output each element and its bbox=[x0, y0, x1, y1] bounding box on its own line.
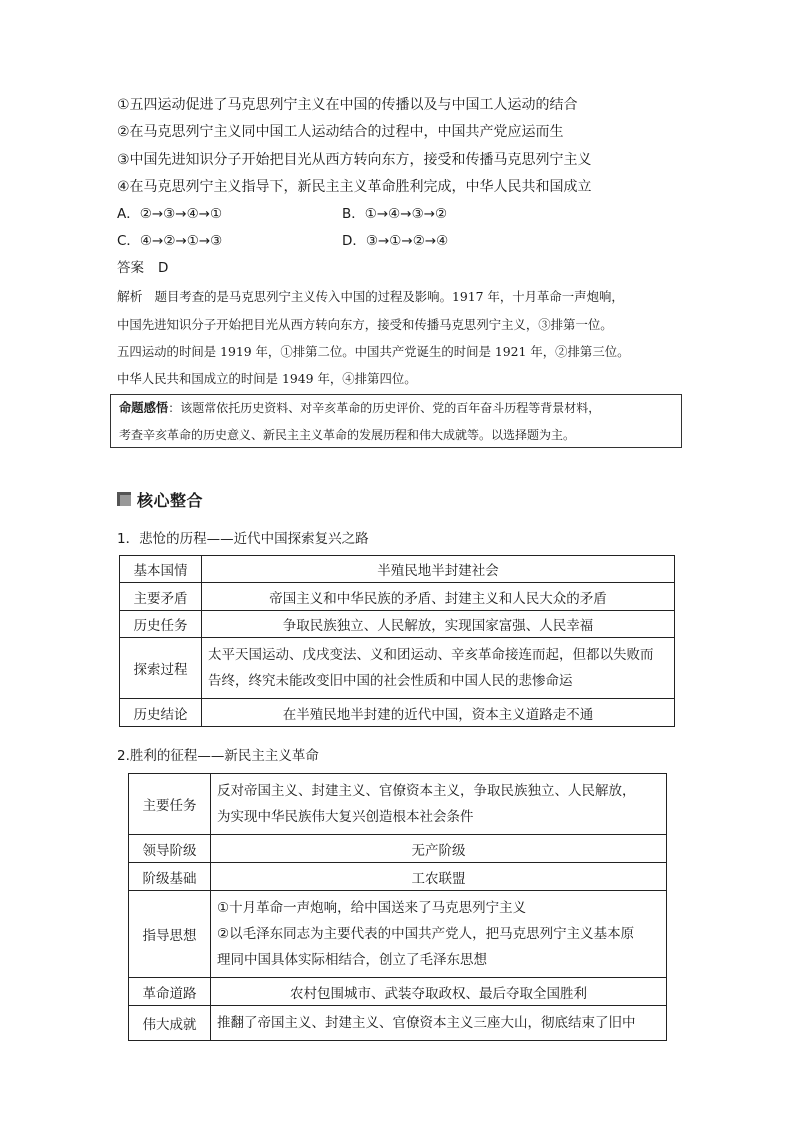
answer-value: D bbox=[158, 260, 169, 276]
row-value bbox=[202, 583, 675, 611]
analysis-label: 解析 bbox=[117, 290, 143, 305]
row-value bbox=[202, 638, 675, 699]
row-value bbox=[202, 556, 675, 583]
row-value-line: 太平天国运动、戊戌变法、义和团运动、辛亥革命接连而起，但都以失败而 bbox=[208, 647, 654, 663]
row-value-line: 为实现中华民族伟大复兴创造根本社会条件 bbox=[217, 809, 474, 825]
row-key: 伟大成就 bbox=[129, 1006, 211, 1041]
row-key: 领导阶级 bbox=[129, 835, 211, 863]
insight-box bbox=[110, 394, 682, 448]
table2-heading: 2.胜利的征程——新民主主义革命 bbox=[117, 748, 319, 764]
table1-body bbox=[120, 556, 675, 727]
row-value bbox=[202, 611, 675, 638]
analysis-line-1 bbox=[117, 283, 683, 311]
row-value bbox=[202, 699, 675, 727]
row-value bbox=[211, 835, 667, 863]
table1-heading: 1．悲怆的历程——近代中国探索复兴之路 bbox=[117, 531, 369, 547]
row-key: 指导思想 bbox=[129, 891, 211, 978]
table-row bbox=[129, 978, 667, 1006]
table-row bbox=[120, 611, 675, 638]
section-header bbox=[117, 488, 203, 510]
insight-text-2: 考查辛亥革命的历史意义、新民主主义革命的发展历程和伟大成就等。以选择题为主。 bbox=[119, 428, 576, 442]
table-row bbox=[129, 774, 667, 835]
row-value bbox=[211, 1006, 667, 1041]
table-row bbox=[120, 583, 675, 611]
statement-1: ①五四运动促进了马克思列宁主义在中国的传播以及与中国工人运动的结合 bbox=[117, 97, 578, 113]
row-value-line: 在半殖民地半封建的近代中国，资本主义道路走不通 bbox=[282, 706, 594, 723]
statement-4: ④在马克思列宁主义指导下，新民主主义革命胜利完成，中华人民共和国成立 bbox=[117, 179, 592, 195]
row-key: 革命道路 bbox=[129, 978, 211, 1006]
section-square-icon bbox=[117, 492, 131, 506]
row-key: 历史任务 bbox=[120, 611, 202, 638]
row-key: 历史结论 bbox=[120, 699, 202, 727]
row-value bbox=[211, 774, 667, 835]
analysis-text-1: 题目考查的是马克思列宁主义传入中国的过程及影响。1917 年，十月革命一声炮响， bbox=[154, 289, 624, 304]
row-value-line: 帝国主义和中华民族的矛盾、封建主义和人民大众的矛盾 bbox=[269, 590, 607, 607]
row-key: 基本国情 bbox=[120, 556, 202, 583]
row-value-line: 推翻了帝国主义、封建主义、官僚资本主义三座大山，彻底结束了旧中 bbox=[217, 1015, 636, 1031]
table2 bbox=[128, 773, 667, 1041]
option-c: C．④→②→①→③ bbox=[117, 233, 223, 249]
row-value-line: 反对帝国主义、封建主义、官僚资本主义，争取民族独立、人民解放， bbox=[217, 783, 636, 799]
table-row bbox=[129, 1006, 667, 1041]
row-value-line: 农村包围城市、武装夺取政权、最后夺取全国胜利 bbox=[290, 985, 587, 1002]
row-key: 探索过程 bbox=[120, 638, 202, 699]
analysis-text-4: 中华人民共和国成立的时间是 1949 年，④排第四位。 bbox=[117, 371, 417, 386]
analysis-text-2: 中国先进知识分子开始把目光从西方转向东方，接受和传播马克思列宁主义，③排第一位。 bbox=[117, 317, 613, 332]
option-b: B．①→④→③→② bbox=[342, 206, 448, 222]
insight-text-1: ：该题常依托历史资料、对辛亥革命的历史评价、党的百年奋斗历程等背景材料， bbox=[168, 401, 601, 415]
analysis-text-3: 五四运动的时间是 1919 年，①排第二位。中国共产党诞生的时间是 1921 年，②排第三位。 bbox=[117, 344, 630, 359]
answer-label: 答案 bbox=[117, 260, 144, 276]
row-key: 主要任务 bbox=[129, 774, 211, 835]
row-value bbox=[211, 978, 667, 1006]
row-value-line: 理同中国具体实际相结合，创立了毛泽东思想 bbox=[217, 952, 487, 968]
row-value bbox=[211, 891, 667, 978]
table2-body bbox=[129, 774, 667, 1041]
insight-line-1 bbox=[119, 395, 681, 422]
row-value-line: 争取民族独立、人民解放，实现国家富强、人民幸福 bbox=[282, 618, 594, 634]
table-row bbox=[120, 699, 675, 727]
table-row bbox=[120, 556, 675, 583]
statement-3: ③中国先进知识分子开始把目光从西方转向东方，接受和传播马克思列宁主义 bbox=[117, 152, 592, 168]
row-key: 阶级基础 bbox=[129, 863, 211, 891]
table-row bbox=[120, 638, 675, 699]
statement-2: ②在马克思列宁主义同中国工人运动结合的过程中，中国共产党应运而生 bbox=[117, 124, 564, 140]
row-value-line: 半殖民地半封建社会 bbox=[377, 563, 499, 579]
option-a: A．②→③→④→① bbox=[117, 206, 223, 222]
row-value-line: ①十月革命一声炮响，给中国送来了马克思列宁主义 bbox=[217, 900, 527, 916]
row-value-line: ②以毛泽东同志为主要代表的中国共产党人，把马克思列宁主义基本原 bbox=[217, 926, 635, 942]
row-value bbox=[211, 863, 667, 891]
row-value-line: 工农联盟 bbox=[411, 870, 466, 887]
table1 bbox=[119, 555, 675, 727]
row-key: 主要矛盾 bbox=[120, 583, 202, 611]
table-row bbox=[129, 891, 667, 978]
option-d: D．③→①→②→④ bbox=[342, 233, 449, 249]
answer-line bbox=[117, 258, 168, 278]
row-value-line: 告终，终究未能改变旧中国的社会性质和中国人民的悲惨命运 bbox=[208, 673, 573, 689]
section-title: 核心整合 bbox=[137, 490, 204, 510]
table-row bbox=[129, 863, 667, 891]
table-row bbox=[129, 835, 667, 863]
row-value-line: 无产阶级 bbox=[411, 842, 466, 859]
insight-label: 命题感悟 bbox=[119, 401, 169, 415]
